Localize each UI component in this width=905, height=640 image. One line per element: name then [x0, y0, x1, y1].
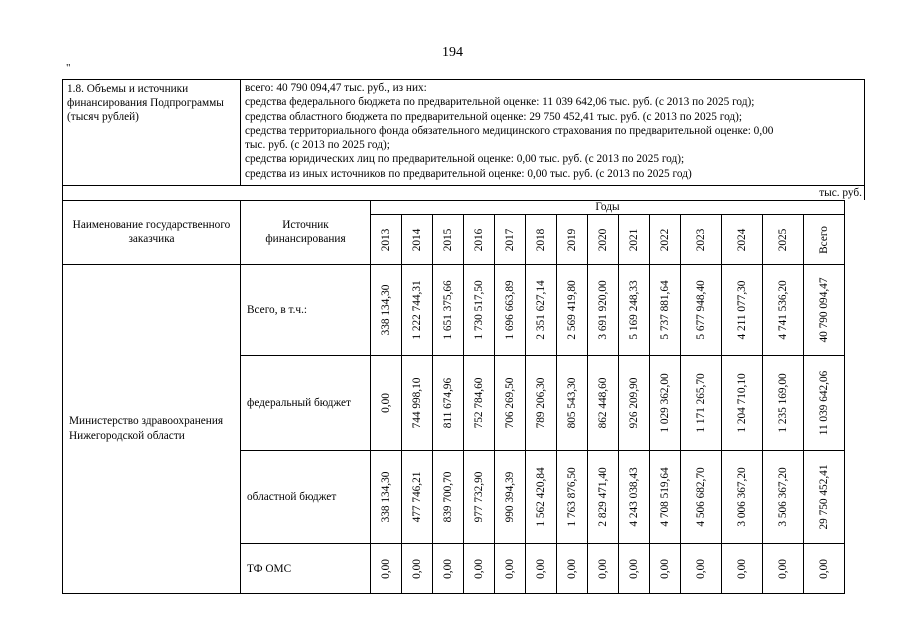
year-label: 2017: [504, 228, 516, 251]
year-header: [526, 215, 557, 265]
section-line: средства федерального бюджета по предварительной оценке: 11 039 642,06 тыс. руб. (с 2013 по 2025 год);: [245, 96, 755, 109]
value: 29 750 452,41: [818, 464, 830, 530]
year-label: Всего: [818, 225, 830, 254]
value-cell: [464, 544, 495, 594]
value: 0,00: [442, 558, 454, 579]
funding-table: [62, 200, 845, 594]
value: 3 506 367,20: [777, 467, 789, 527]
value: 338 134,30: [380, 284, 392, 336]
year-label: 2019: [566, 228, 578, 251]
unit-label: тыс. руб.: [62, 186, 865, 200]
value-cell: [804, 265, 845, 356]
value-cell: [433, 265, 464, 356]
value-cell: [464, 356, 495, 451]
source-name: Всего, в т.ч.:: [241, 265, 371, 356]
value-cell: [619, 356, 650, 451]
year-header: [681, 215, 722, 265]
value-cell: [402, 544, 433, 594]
year-label: 2016: [473, 228, 485, 251]
value: 789 206,30: [535, 377, 547, 429]
value-cell: [650, 544, 681, 594]
program-funding-section: [62, 79, 865, 186]
value: 0,00: [566, 558, 578, 579]
year-label: 2023: [695, 228, 707, 251]
value: 11 039 642,06: [818, 370, 830, 436]
value: 1 235 169,00: [777, 373, 789, 433]
value-cell: [588, 356, 619, 451]
year-label: 2025: [777, 228, 789, 251]
value-cell: [557, 265, 588, 356]
value: 5 737 881,64: [659, 280, 671, 340]
value-cell: [495, 544, 526, 594]
page-number: 194: [442, 45, 463, 60]
value-cell: [650, 356, 681, 451]
value-cell: [464, 265, 495, 356]
value-cell: [681, 356, 722, 451]
value: 4 741 536,20: [777, 280, 789, 340]
value-cell: [763, 356, 804, 451]
value-cell: [464, 451, 495, 544]
year-label: 2020: [597, 228, 609, 251]
value-cell: [588, 451, 619, 544]
value: 2 829 471,40: [597, 467, 609, 527]
value-cell: [371, 356, 402, 451]
year-label: 2014: [411, 228, 423, 251]
year-label: 2018: [535, 228, 547, 251]
value-cell: [495, 356, 526, 451]
value-cell: [681, 265, 722, 356]
year-header: [763, 215, 804, 265]
year-header: [495, 215, 526, 265]
value-cell: [402, 265, 433, 356]
year-header: [650, 215, 681, 265]
year-label: 2021: [628, 228, 640, 251]
years-header: Годы: [371, 201, 845, 215]
source-name: ТФ ОМС: [241, 544, 371, 594]
value: 3 006 367,20: [736, 467, 748, 527]
value: 744 998,10: [411, 377, 423, 429]
value: 0,00: [411, 558, 423, 579]
section-text: [245, 81, 862, 181]
value: 0,00: [504, 558, 516, 579]
value: 477 746,21: [411, 471, 423, 523]
value: 5 677 948,40: [695, 280, 707, 340]
value-cell: [763, 544, 804, 594]
value-cell: [495, 451, 526, 544]
section-label: 1.8. Объемы и источники финансирования Подпрограммы (тысяч рублей): [63, 80, 241, 185]
value-cell: [402, 356, 433, 451]
value: 1 651 375,66: [442, 280, 454, 340]
value-cell: [557, 451, 588, 544]
value-cell: [588, 265, 619, 356]
value-cell: [619, 451, 650, 544]
year-header: [402, 215, 433, 265]
value-cell: [722, 356, 763, 451]
value-cell: [804, 451, 845, 544]
value-cell: [371, 265, 402, 356]
value-cell: [433, 451, 464, 544]
value-cell: [722, 265, 763, 356]
value: 0,00: [695, 558, 707, 579]
header-row: [63, 201, 845, 215]
table-row: [63, 265, 845, 356]
year-label: 2024: [736, 228, 748, 251]
value: 0,00: [736, 558, 748, 579]
value: 752 784,60: [473, 377, 485, 429]
value: 2 351 627,14: [535, 280, 547, 340]
value: 706 269,50: [504, 377, 516, 429]
year-header: [557, 215, 588, 265]
value: 2 569 419,80: [566, 280, 578, 340]
value-cell: [804, 356, 845, 451]
value-cell: [433, 356, 464, 451]
value: 4 506 682,70: [695, 467, 707, 527]
value: 4 708 519,64: [659, 467, 671, 527]
value: 1 696 663,89: [504, 280, 516, 340]
value: 0,00: [380, 393, 392, 413]
value-cell: [681, 451, 722, 544]
value-cell: [526, 544, 557, 594]
value-cell: [433, 544, 464, 594]
value-cell: [619, 544, 650, 594]
year-header: [588, 215, 619, 265]
year-header: [619, 215, 650, 265]
year-header: [433, 215, 464, 265]
value-cell: [402, 451, 433, 544]
value: 1 562 420,84: [535, 467, 547, 527]
value: 0,00: [628, 558, 640, 579]
value: 839 700,70: [442, 471, 454, 523]
value: 0,00: [777, 558, 789, 579]
value: 805 543,30: [566, 377, 578, 429]
value-cell: [722, 544, 763, 594]
value-cell: [763, 265, 804, 356]
value-cell: [526, 356, 557, 451]
value: 3 691 920,00: [597, 280, 609, 340]
value: 0,00: [659, 558, 671, 579]
section-line: средства территориального фонда обязательного медицинского страхования по предварительной оценке: 0,00: [245, 124, 774, 137]
value: 1 204 710,10: [736, 373, 748, 433]
value-cell: [371, 451, 402, 544]
year-header: [804, 215, 845, 265]
value: 4 211 077,30: [736, 280, 748, 340]
year-label: 2013: [380, 228, 392, 251]
section-line: всего: 40 790 094,47 тыс. руб., из них:: [245, 82, 427, 94]
value: 0,00: [597, 558, 609, 579]
value: 0,00: [473, 558, 485, 579]
value-cell: [650, 265, 681, 356]
year-header: [371, 215, 402, 265]
value-cell: [495, 265, 526, 356]
source-name: областной бюджет: [241, 451, 371, 544]
value: 977 732,90: [473, 471, 485, 523]
value-cell: [371, 544, 402, 594]
value: 0,00: [535, 558, 547, 579]
value: 0,00: [818, 558, 830, 579]
value: 40 790 094,47: [818, 277, 830, 343]
value: 1 730 517,50: [473, 280, 485, 340]
section-line: тыс. руб. (с 2013 по 2025 год);: [245, 139, 390, 152]
value-cell: [557, 544, 588, 594]
value-cell: [722, 451, 763, 544]
value: 1 029 362,00: [659, 373, 671, 433]
value-cell: [619, 265, 650, 356]
value: 1 171 265,70: [695, 373, 707, 433]
source-name: федеральный бюджет: [241, 356, 371, 451]
value-cell: [804, 544, 845, 594]
value: 926 209,90: [628, 377, 640, 429]
section-line: средства областного бюджета по предварительной оценке: 29 750 452,41 тыс. руб. (с 2013 по 2025 год);: [245, 110, 743, 123]
customer-header: Наименование государственного заказчика: [63, 201, 241, 265]
year-header: [722, 215, 763, 265]
value: 811 674,96: [442, 377, 454, 429]
value-cell: [763, 451, 804, 544]
value: 1 222 744,31: [411, 280, 423, 340]
value-cell: [650, 451, 681, 544]
value: 0,00: [380, 558, 392, 579]
year-label: 2015: [442, 228, 454, 251]
value-cell: [557, 356, 588, 451]
value-cell: [526, 451, 557, 544]
value: 338 134,30: [380, 471, 392, 523]
value: 862 448,60: [597, 377, 609, 429]
year-label: 2022: [659, 228, 671, 251]
value-cell: [526, 265, 557, 356]
source-header: Источник финансирования: [241, 201, 371, 265]
year-header: [464, 215, 495, 265]
section-line: средства юридических лиц по предварительной оценке: 0,00 тыс. руб. (с 2013 по 2025 год);: [245, 153, 685, 166]
value: 990 394,39: [504, 471, 516, 523]
value: 1 763 876,50: [566, 467, 578, 527]
value-cell: [681, 544, 722, 594]
value: 4 243 038,43: [628, 467, 640, 527]
customer-name: Министерство здравоохранения Нижегородской области: [63, 265, 241, 594]
section-line: средства из иных источников по предварительной оценке: 0,00 тыс. руб. (с 2013 по 2025 год): [245, 167, 692, 180]
quote-mark: ": [66, 62, 71, 74]
value: 5 169 248,33: [628, 280, 640, 340]
value-cell: [588, 544, 619, 594]
